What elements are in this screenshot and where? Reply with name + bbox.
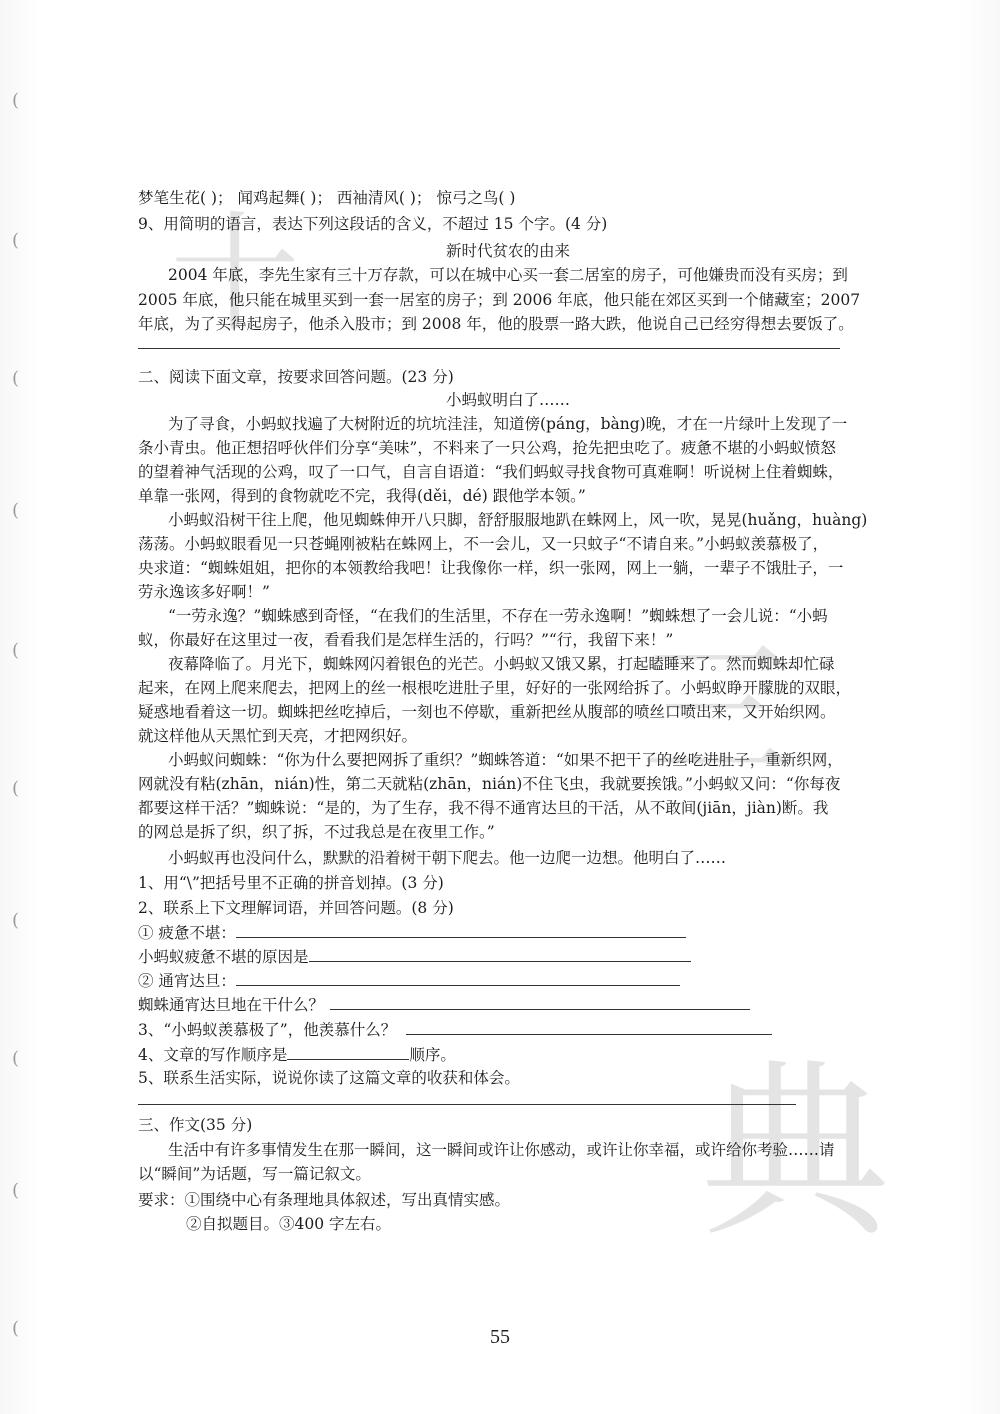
binding-mark: ( — [12, 1180, 20, 1201]
article-line: 小蚂蚁问蜘蛛：“你为什么要把网拆了重织？”蜘蛛答道：“如果不把干了的丝吃进肚子，重新织网， — [168, 751, 843, 769]
question-4-label: 4、文章的写作顺序是 — [138, 1046, 288, 1064]
article-line: 央求道：“蜘蛛姐姐，把你的本领教给我吧！让我像你一样，织一张网，网上一躺，一辈子不饿肚子，一 — [138, 559, 844, 577]
binding-mark: ( — [12, 90, 20, 111]
essay-requirement: ②自拟题目。③400 字左右。 — [186, 1215, 392, 1233]
page-number: 55 — [490, 1326, 510, 1348]
article-line: 的望着神气活现的公鸡，叹了一口气，自言自语道：“我们蚂蚁寻找食物可真难啊！听说树上住着蜘蛛， — [138, 463, 844, 481]
binding-mark: ( — [12, 368, 20, 389]
answer-blank[interactable] — [406, 1018, 772, 1035]
question-2b-reason-label: 蜘蛛通宵达旦地在干什么？ — [138, 996, 325, 1014]
article-line: 疑惑地看着这一切。蜘蛛把丝吃掉后，一刻也不停歇，重新把丝从腹部的喷丝口喷出来，又开始织网。 — [138, 703, 836, 721]
section-2-heading: 二、阅读下面文章，按要求回答问题。(23 分) — [138, 368, 454, 386]
binding-mark: ( — [12, 640, 20, 661]
question-3-label: 3、“小蚂蚁羡慕极了”，他羡慕什么？ — [138, 1021, 397, 1039]
binding-mark: ( — [12, 1048, 20, 1069]
question-2: 2、联系上下文理解词语，并回答问题。(8 分) — [138, 899, 454, 917]
answer-blank[interactable] — [236, 969, 680, 986]
passage-line: 2005 年底，他只能在城里买到一套一居室的房子；到 2006 年底，他只能在郊区买到一个储藏室；2007 — [138, 291, 861, 309]
essay-prompt-line: 生活中有许多事情发生在那一瞬间，这一瞬间或许让你感动，或许让你幸福，或许给你考验……请 — [168, 1141, 835, 1159]
binding-mark: ( — [12, 1318, 20, 1339]
article-line: 的网总是拆了织，织了拆，不过我总是在夜里工作。” — [138, 823, 495, 841]
question-1: 1、用“\”把括号里不正确的拼音划掉。(3 分) — [138, 874, 444, 892]
question-5: 5、联系生活实际，说说你读了这篇文章的收获和体会。 — [138, 1069, 520, 1087]
article-line: 夜幕降临了。月光下，蜘蛛网闪着银色的光芒。小蚂蚁又饿又累，打起瞌睡来了。然而蜘蛛却忙碌 — [168, 655, 835, 673]
answer-blank[interactable] — [236, 921, 686, 938]
question-2b — [138, 969, 680, 992]
article-line: 就这样他从天黑忙到天亮，才把网织好。 — [138, 727, 418, 745]
answer-blank[interactable] — [287, 1043, 409, 1060]
answer-line[interactable] — [138, 1104, 796, 1105]
article-line: “一劳永逸？”蜘蛛感到奇怪，“在我们的生活里，不存在一劳永逸啊！”蜘蛛想了一会儿说：“小蚂 — [168, 607, 828, 625]
question-4-suffix: 顺序。 — [409, 1046, 456, 1064]
binding-mark: ( — [12, 778, 20, 799]
section-3-heading: 三、作文(35 分) — [138, 1116, 253, 1134]
article-line: 都要这样干活？”蜘蛛说：“是的，为了生存，我不得不通宵达旦的干活，从不敢间(jiān，jiàn)断。我 — [138, 799, 829, 817]
essay-requirement: 要求：①围绕中心有条理地具体叙述，写出真情实感。 — [138, 1191, 511, 1209]
question-3 — [138, 1018, 772, 1041]
article-line: 劳永逸该多好啊！” — [138, 583, 270, 601]
watermark-char: 十 — [170, 198, 301, 350]
watermark-char: 典 — [700, 1042, 891, 1263]
article-line: 荡荡。小蚂蚁眼看见一只苍蝇刚被粘在蛛网上，不一会儿，又一只蚊子“不请自来。”小蚂蚁羡慕极了， — [138, 535, 829, 553]
passage-line: 2004 年底，李先生家有三十万存款，可以在城中心买一套二居室的房子，可他嫌贵而没有买房；到 — [168, 266, 848, 284]
question-2a-reason — [138, 945, 691, 968]
article-title: 小蚂蚁明白了…… — [445, 391, 570, 409]
question-2a-reason-label: 小蚂蚁疲惫不堪的原因是 — [138, 948, 309, 966]
idiom-fill-line: 梦笔生花( )； 闻鸡起舞( )； 西袖清风( )； 惊弓之鸟( ) — [138, 189, 516, 207]
question-2b-reason — [138, 993, 750, 1016]
essay-prompt-line: 以“瞬间”为话题，写一篇记叙文。 — [138, 1165, 371, 1183]
answer-blank[interactable] — [330, 993, 750, 1010]
watermark-char: 三 — [640, 625, 791, 799]
article-line: 条小青虫。他正想招呼伙伴们分享“美味”，不料来了一只公鸡，抢先把虫吃了。疲惫不堪的小蚂蚁愤怒 — [138, 439, 836, 457]
article-line: 小蚂蚁再也没问什么，默默的沿着树干朝下爬去。他一边爬一边想。他明白了…… — [168, 849, 727, 867]
question-2a — [138, 921, 686, 944]
article-line: 为了寻食，小蚂蚁找遍了大树附近的坑坑洼洼，知道傍(páng，bàng)晚，才在一片绿叶上发现了一 — [168, 415, 848, 433]
passage-title: 新时代贫农的由来 — [445, 242, 570, 260]
answer-blank[interactable] — [309, 945, 691, 962]
article-line: 单靠一张网，得到的食物就吃不完，我得(děi，dé) 跟他学本领。” — [138, 487, 586, 505]
article-line: 蚁，你最好在这里过一夜，看看我们是怎样生活的，行吗？”“行，我留下来！” — [138, 631, 674, 649]
answer-line[interactable] — [138, 348, 840, 349]
article-line: 起来，在网上爬来爬去，把网上的丝一根根吃进肚子里，好好的一张网给拆了。小蚂蚁睁开朦胧的双眼， — [138, 679, 852, 697]
article-line: 网就没有粘(zhān，nián)性，第二天就粘(zhān，nián)不住飞虫，我就要挨饿。”小蚂蚁又问：“你每夜 — [138, 775, 841, 793]
article-line: 小蚂蚁沿树干往上爬，他见蜘蛛伸开八只脚，舒舒服服地趴在蛛网上，风一吹，晃晃(huǎng，huàng) — [168, 511, 868, 529]
passage-line: 年底，为了买得起房子，他杀入股市；到 2008 年，他的股票一路大跌，他说自己已经穷得想去要饭了。 — [138, 315, 854, 333]
question-2b-label: ② 通宵达旦： — [138, 972, 236, 990]
question-4 — [138, 1043, 456, 1066]
binding-mark: ( — [12, 230, 20, 251]
binding-mark: ( — [12, 500, 20, 521]
question-2a-label: ① 疲惫不堪： — [138, 924, 236, 942]
binding-mark: ( — [12, 910, 20, 931]
question-9-prompt: 9、用简明的语言，表达下列这段话的含义，不超过 15 个字。(4 分) — [138, 215, 608, 233]
